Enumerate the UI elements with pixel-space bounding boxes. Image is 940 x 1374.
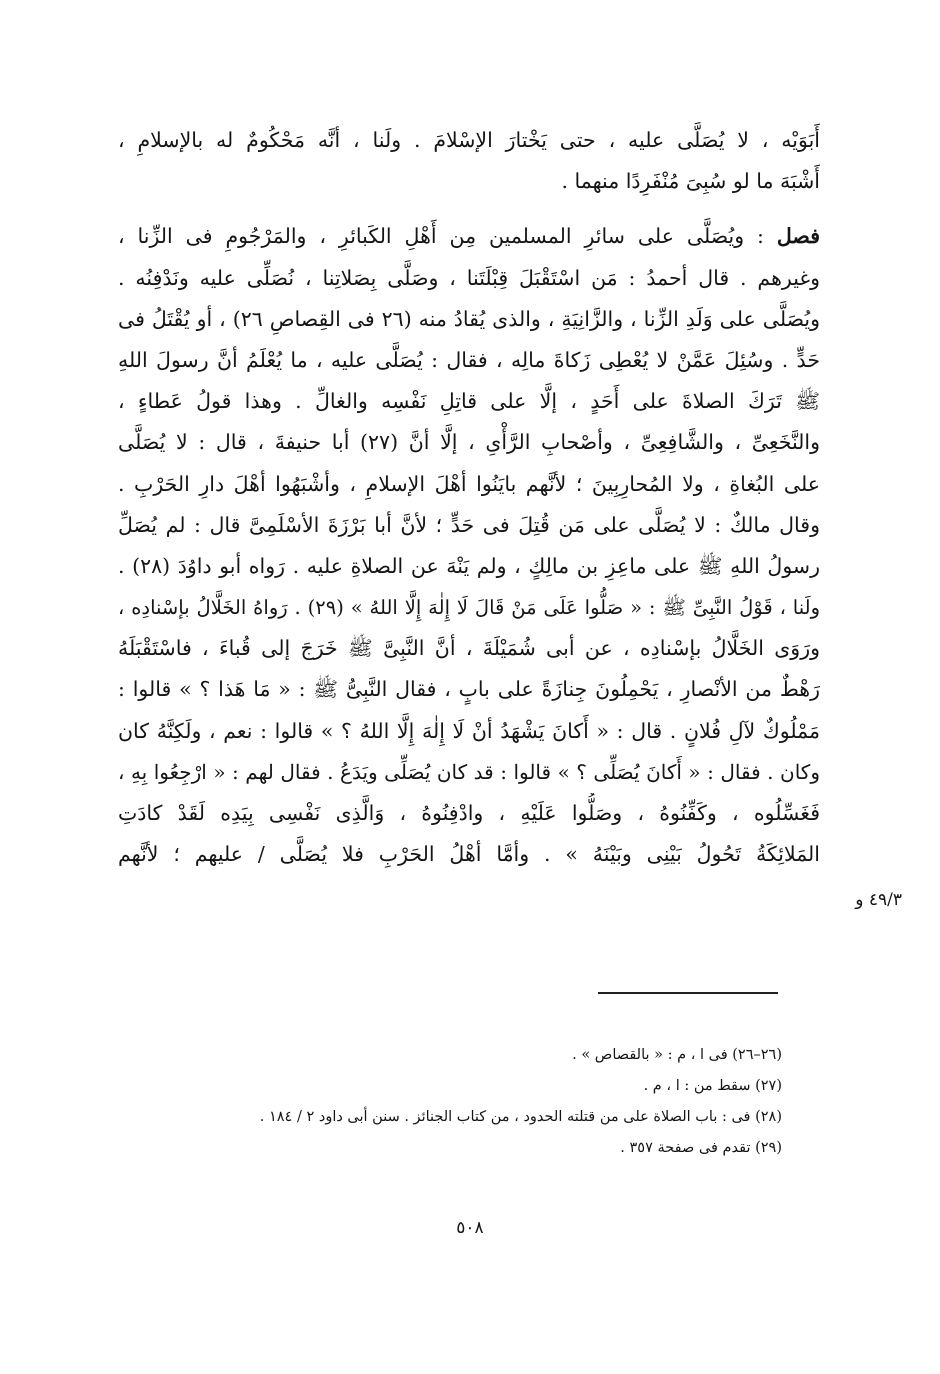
text-line: رَهْطٌ من الأنْصارِ ، يَحْمِلُونَ جِنازَةً على بابٍ ، فقال النَّبِىُّ ﷺ : « مَا هَذا ؟ » قالوا : [118, 677, 820, 702]
text-line: المَلائِكَةُ تَحُولُ بَيْنِى وبَيْنَهُ » . وأمَّا أهْلُ الحَرْبِ فلا يُصَلَّى / عليهم ؛ لأنَّهم [118, 842, 820, 867]
text-line: وغيرهم . قال أحمدُ : مَن اسْتَقْبَلَ قِبْلَتَنا ، وصَلَّى بِصَلاتِنا ، نُصَلِّى عليه ونَدْفِنُه . [118, 265, 820, 290]
section-first-line [118, 216, 820, 257]
text-line: أَشْبَهَ ما لو سُبِىَ مُنْفَرِدًا منهما . [561, 169, 820, 194]
text-line: مَمْلُوكٌ لآلِ فُلانٍ . قال : « أَكانَ يَشْهَدُ أنْ لَا إِلٰهَ إِلَّا اللهُ ؟ » قالوا : نعم ، ولَكِنَّهُ كان [118, 718, 820, 743]
paragraph-gap [118, 202, 820, 216]
text-line: والنَّخَعِىِّ ، والشَّافِعِىِّ ، وأصْحابِ الرَّأْىِ ، إلَّا أنَّ (٢٧) أبا حنيفةَ ، قال : لا يُصَلَّى [118, 430, 820, 455]
text-line: ولَنا ، قَوْلُ النَّبِىِّ ﷺ : « صَلُّوا عَلَى مَنْ قَالَ لَا إِلٰهَ إِلَّا اللهُ » (٢٩) . رَواهُ الخَلَّالُ بإسْنادِه ، [118, 596, 820, 620]
main-text-block [118, 120, 820, 875]
footnote: (٢٦–٢٦) فى ا ، م : « بالقصاص » . [572, 1047, 782, 1063]
text-line: على البُغاةِ ، ولا المُحارِبِينَ ؛ لأنَّهم بايَنُوا أهْلَ الإسلامِ ، وأشْبَهُوا أهْلَ دارِ الحَرْبِ . [118, 471, 820, 496]
text-line: حَدٍّ . وسُئِلَ عَمَّنْ لا يُعْطِى زَكاةَ مالِه ، فقال : يُصَلَّى عليه ، ما يُعْلَمُ أنَّ رسولَ اللهِ [118, 347, 820, 372]
footnote-divider [598, 992, 778, 994]
text-line: وقال مالكٌ : لا يُصَلَّى على مَن قُتِلَ فى حَدٍّ ؛ لأنَّ أبا بَرْزَةَ الأسْلَمِىَّ قال : لم يُصَلِّ [118, 512, 820, 537]
text-line: ورَوَى الخَلَّالُ بإسْنادِه ، عن أبى شُمَيْلَةَ ، أنَّ النَّبِىَّ ﷺ خَرَجَ إلى قُباءَ ، فاسْتَقْبَلَهُ [118, 636, 820, 661]
text-line: فَغَسِّلُوه ، وكَفِّنُوهُ ، وصَلُّوا عَلَيْهِ ، وادْفِنُوهُ ، وَالَّذِى نَفْسِى بِيَدِه لَقَدْ كادَتِ [118, 801, 820, 825]
footnote: (٢٩) تقدم فى صفحة ٣٥٧ . [620, 1140, 782, 1156]
text-line: ﷺ تَرَكَ الصلاةَ على أَحَدٍ ، إلَّا على قاتِلِ نَفْسِه والغالِّ . وهذا قولُ عَطاءٍ ، [118, 389, 820, 414]
page-number: ٥٠٨ [456, 1218, 484, 1238]
footnote: (٢٨) فى : باب الصلاة على من قتلته الحدود ، من كتاب الجنائز . سنن أبى داود ٢ / ١٨٤ . [259, 1109, 782, 1125]
text-line: رسولُ اللهِ ﷺ على ماعِزِ بن مالِكٍ ، ولم يَنْهَ عن الصلاةِ عليه . رَواه أبو داوُدَ (٢٨) . [118, 553, 820, 578]
text-line: أَبَوَيْه ، لا يُصَلَّى عليه ، حتى يَخْتارَ الإسْلامَ . ولَنا ، أنَّه مَحْكُومٌ له بالإسلامِ ، [118, 128, 820, 152]
text-line: وكان . فقال : « أَكانَ يُصَلِّى ؟ » قالوا : قد كان يُصَلِّى ويَدَعُ . فقال لهم : « ارْجِعُوا بِهِ ، [118, 759, 820, 784]
margin-note-text: ٤٩/٣ و [855, 890, 902, 910]
footnote: (٢٧) سقط من : ا ، م . [643, 1078, 782, 1094]
section-first-line-text: : ويُصَلَّى على سائرِ المسلمين مِن أَهْلِ الكَبائرِ ، والمَرْجُومِ فى الزِّنا ، [118, 224, 777, 249]
footnotes [118, 1040, 782, 1164]
text-line: ويُصَلَّى على وَلَدِ الزِّنا ، والزَّانِيَةِ ، والذى يُقادُ منه (٢٦ فى القِصاصِ ٢٦) ، أو يُقْتَلُ فى [118, 306, 820, 331]
section-heading: فصل [776, 224, 820, 249]
